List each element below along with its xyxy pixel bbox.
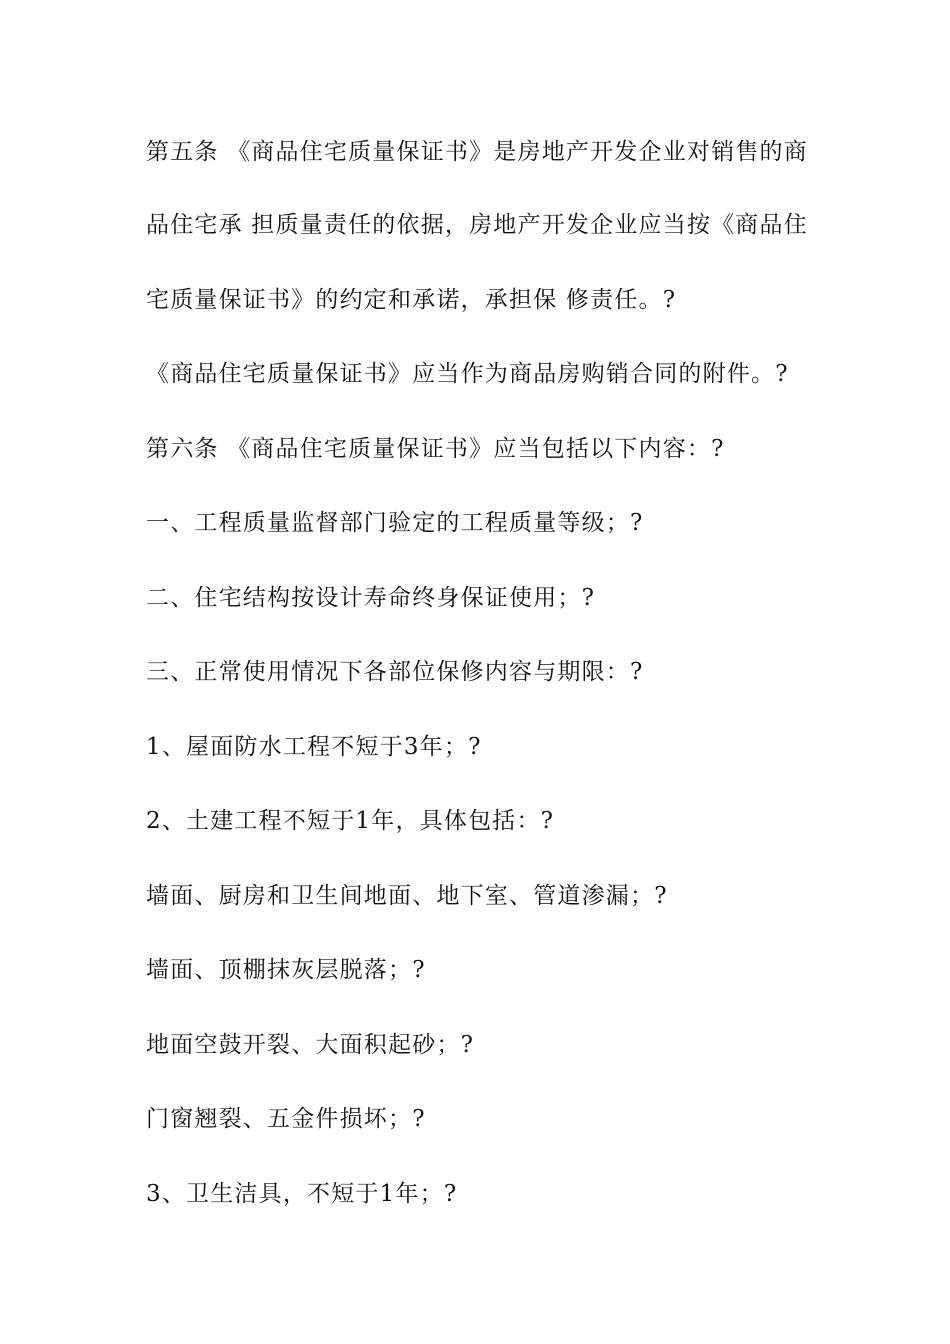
text-line: 品住宅承 担质量责任的依据，房地产开发企业应当按《商品住 — [146, 212, 808, 238]
list-item: 墙面、顶棚抹灰层脱落；? — [146, 957, 426, 983]
list-item: 1、屋面防水工程不短于3年；? — [146, 734, 482, 760]
list-item: 3、卫生洁具，不短于1年；? — [146, 1181, 458, 1207]
list-item: 门窗翘裂、五金件损坏；? — [146, 1106, 426, 1132]
text-line: 宅质量保证书》的约定和承诺，承担保 修责任。? — [146, 287, 677, 313]
list-item: 墙面、厨房和卫生间地面、地下室、管道渗漏；? — [146, 883, 668, 909]
text-line: 《商品住宅质量保证书》应当作为商品房购销合同的附件。? — [146, 361, 789, 387]
list-item: 三、正常使用情况下各部位保修内容与期限：? — [146, 659, 644, 685]
text-line-article-5: 第五条 《商品住宅质量保证书》是房地产开发企业对销售的商 — [146, 139, 808, 165]
list-item: 2、土建工程不短于1年，具体包括：? — [146, 808, 555, 834]
text-line-article-6: 第六条 《商品住宅质量保证书》应当包括以下内容：? — [146, 436, 725, 462]
list-item: 二、住宅结构按设计寿命终身保证使用；? — [146, 585, 596, 611]
list-item: 一、工程质量监督部门验定的工程质量等级；? — [146, 510, 644, 536]
list-item: 地面空鼓开裂、大面积起砂；? — [146, 1032, 475, 1058]
